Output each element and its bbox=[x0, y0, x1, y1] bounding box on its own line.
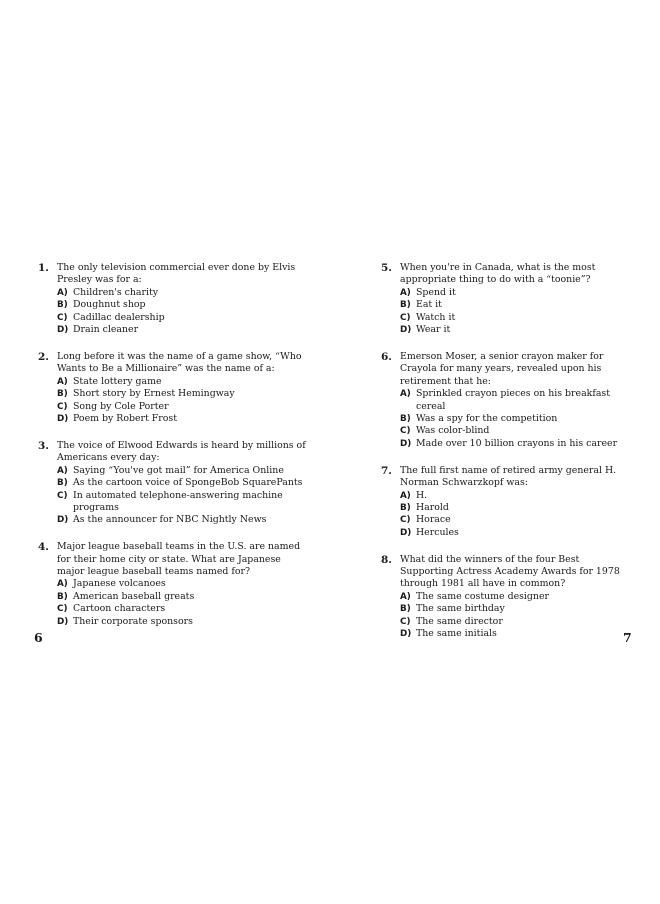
answer-letter: D) bbox=[57, 616, 69, 627]
answer-option bbox=[57, 616, 310, 628]
answer-letter: C) bbox=[57, 401, 68, 412]
answer-text: Drain cleaner bbox=[73, 324, 139, 336]
answer-option bbox=[57, 490, 310, 515]
answer-text: Made over 10 billion crayons in his career bbox=[416, 437, 618, 449]
question-number: 7. bbox=[381, 464, 392, 477]
question-text: The voice of Elwood Edwards is heard by millions of Americans every day: bbox=[57, 439, 306, 464]
answer-text: The same director bbox=[416, 615, 503, 627]
question-text: When you're in Canada, what is the most appropriate thing to do with a “toonie”? bbox=[400, 262, 596, 286]
answer-text: Their corporate sponsors bbox=[73, 615, 193, 627]
answer-option bbox=[57, 514, 310, 526]
answer-letter: A) bbox=[57, 579, 68, 590]
question-text: Major league baseball teams in the U.S. are named for their home city or state. What are Japanese major league baseball teams named for? bbox=[57, 541, 301, 578]
left-page-questions bbox=[38, 262, 310, 643]
answer-text: Doughnut shop bbox=[73, 299, 146, 311]
answer-text: Sprinkled crayon pieces on his breakfast cereal bbox=[416, 388, 610, 412]
answer-text: State lottery game bbox=[73, 375, 162, 387]
answer-text: Spend it bbox=[416, 286, 456, 298]
answer-text: Cadillac dealership bbox=[73, 311, 165, 323]
question-text: Long before it was the name of a game show, “Who Wants to Be a Millionaire” was the name of a: bbox=[57, 350, 302, 375]
answer-text: Wear it bbox=[416, 324, 451, 336]
answer-text: As the announcer for NBC Nightly News bbox=[73, 514, 267, 526]
question-8 bbox=[381, 554, 627, 641]
answer-text: Short story by Ernest Hemingway bbox=[73, 388, 235, 400]
answer-letter: A) bbox=[57, 376, 68, 387]
answer-option bbox=[400, 413, 627, 425]
answer-letter: D) bbox=[400, 629, 412, 640]
answer-text: Eat it bbox=[416, 299, 442, 311]
answer-option bbox=[57, 388, 310, 400]
answer-letter: C) bbox=[57, 312, 68, 323]
answer-option bbox=[400, 490, 627, 502]
question-2 bbox=[38, 351, 310, 425]
answer-text: Hercules bbox=[416, 526, 459, 538]
answer-text: Song by Cole Porter bbox=[73, 400, 169, 412]
answer-option bbox=[57, 465, 310, 477]
answer-letter: D) bbox=[57, 515, 69, 526]
answer-text: Harold bbox=[416, 501, 449, 513]
answer-letter: D) bbox=[400, 438, 412, 449]
answer-text: The same birthday bbox=[416, 603, 505, 615]
answer-option bbox=[400, 591, 627, 603]
question-5 bbox=[381, 262, 627, 336]
answer-letter: C) bbox=[400, 616, 411, 627]
answer-letter: A) bbox=[400, 287, 411, 298]
answer-option bbox=[400, 603, 627, 615]
answer-option bbox=[400, 527, 627, 539]
answer-option bbox=[400, 324, 627, 336]
answer-option bbox=[400, 287, 627, 299]
question-3 bbox=[38, 440, 310, 527]
question-text: What did the winners of the four Best Supporting Actress Academy Awards for 1978 through 1981 all have in common? bbox=[400, 553, 620, 590]
answer-option bbox=[57, 603, 310, 615]
answer-letter: C) bbox=[400, 426, 411, 437]
answer-option bbox=[400, 502, 627, 514]
answer-text: Horace bbox=[416, 514, 451, 526]
answer-letter: D) bbox=[400, 325, 412, 336]
question-7 bbox=[381, 465, 627, 539]
answer-text: The same initials bbox=[416, 628, 497, 640]
answer-option bbox=[57, 299, 310, 311]
question-text: The only television commercial ever done by Elvis Presley was for a: bbox=[57, 262, 296, 286]
answer-option bbox=[400, 438, 627, 450]
answer-text: In automated telephone-answering machine programs bbox=[73, 489, 283, 513]
question-1 bbox=[38, 262, 310, 336]
answer-letter: B) bbox=[400, 502, 411, 513]
answer-text: As the cartoon voice of SpongeBob SquarePants bbox=[73, 477, 303, 489]
answer-letter: D) bbox=[57, 413, 69, 424]
question-4 bbox=[38, 541, 310, 628]
question-number: 1. bbox=[38, 262, 49, 274]
answer-letter: A) bbox=[57, 287, 68, 298]
answer-option bbox=[400, 425, 627, 437]
answer-option bbox=[57, 578, 310, 590]
answer-option bbox=[400, 616, 627, 628]
answer-letter: C) bbox=[57, 490, 68, 501]
answer-option bbox=[400, 514, 627, 526]
answer-letter: D) bbox=[400, 527, 412, 538]
answer-option bbox=[57, 287, 310, 299]
question-text: Emerson Moser, a senior crayon maker for Crayola for many years, revealed upon his retirement that he: bbox=[400, 350, 604, 387]
answer-letter: B) bbox=[400, 604, 411, 615]
answer-letter: B) bbox=[400, 413, 411, 424]
question-number: 6. bbox=[381, 350, 392, 363]
answer-option bbox=[57, 401, 310, 413]
answer-letter: B) bbox=[57, 300, 68, 311]
answer-text: H. bbox=[416, 489, 428, 501]
answer-letter: A) bbox=[400, 490, 411, 501]
answer-text: Watch it bbox=[416, 311, 456, 323]
answer-letter: B) bbox=[57, 591, 68, 602]
answer-text: Cartoon characters bbox=[73, 603, 166, 615]
answer-letter: B) bbox=[57, 389, 68, 400]
answer-letter: A) bbox=[57, 465, 68, 476]
answer-option bbox=[57, 324, 310, 336]
page-number-right: 7 bbox=[623, 630, 632, 645]
question-number: 4. bbox=[38, 541, 49, 554]
answer-text: The same costume designer bbox=[416, 590, 549, 602]
answer-text: Poem by Robert Frost bbox=[73, 412, 177, 424]
question-text: The full first name of retired army general H. Norman Schwarzkopf was: bbox=[400, 464, 617, 489]
answer-option bbox=[57, 312, 310, 324]
answer-option bbox=[57, 376, 310, 388]
answer-letter: D) bbox=[57, 325, 69, 336]
answer-option bbox=[57, 591, 310, 603]
answer-text: American baseball greats bbox=[73, 590, 195, 602]
answer-text: Saying “You've got mail” for America Online bbox=[73, 464, 284, 476]
answer-letter: B) bbox=[400, 300, 411, 311]
question-number: 8. bbox=[381, 553, 392, 566]
answer-letter: B) bbox=[57, 478, 68, 489]
answer-letter: A) bbox=[400, 389, 411, 400]
question-number: 5. bbox=[381, 262, 392, 274]
answer-text: Children's charity bbox=[73, 286, 159, 298]
answer-text: Was a spy for the competition bbox=[416, 412, 558, 424]
answer-text: Was color-blind bbox=[416, 425, 490, 437]
answer-option bbox=[400, 628, 627, 640]
answer-option bbox=[400, 388, 627, 413]
answer-letter: C) bbox=[400, 515, 411, 526]
answer-text: Japanese volcanoes bbox=[73, 578, 166, 590]
question-6 bbox=[381, 351, 627, 450]
question-number: 3. bbox=[38, 439, 49, 452]
page-number-left: 6 bbox=[34, 630, 43, 645]
answer-letter: C) bbox=[57, 604, 68, 615]
answer-letter: C) bbox=[400, 312, 411, 323]
answer-letter: A) bbox=[400, 591, 411, 602]
answer-option bbox=[57, 477, 310, 489]
answer-option bbox=[400, 299, 627, 311]
answer-option bbox=[57, 413, 310, 425]
question-number: 2. bbox=[38, 350, 49, 363]
answer-option bbox=[400, 312, 627, 324]
right-page-questions bbox=[381, 262, 627, 655]
